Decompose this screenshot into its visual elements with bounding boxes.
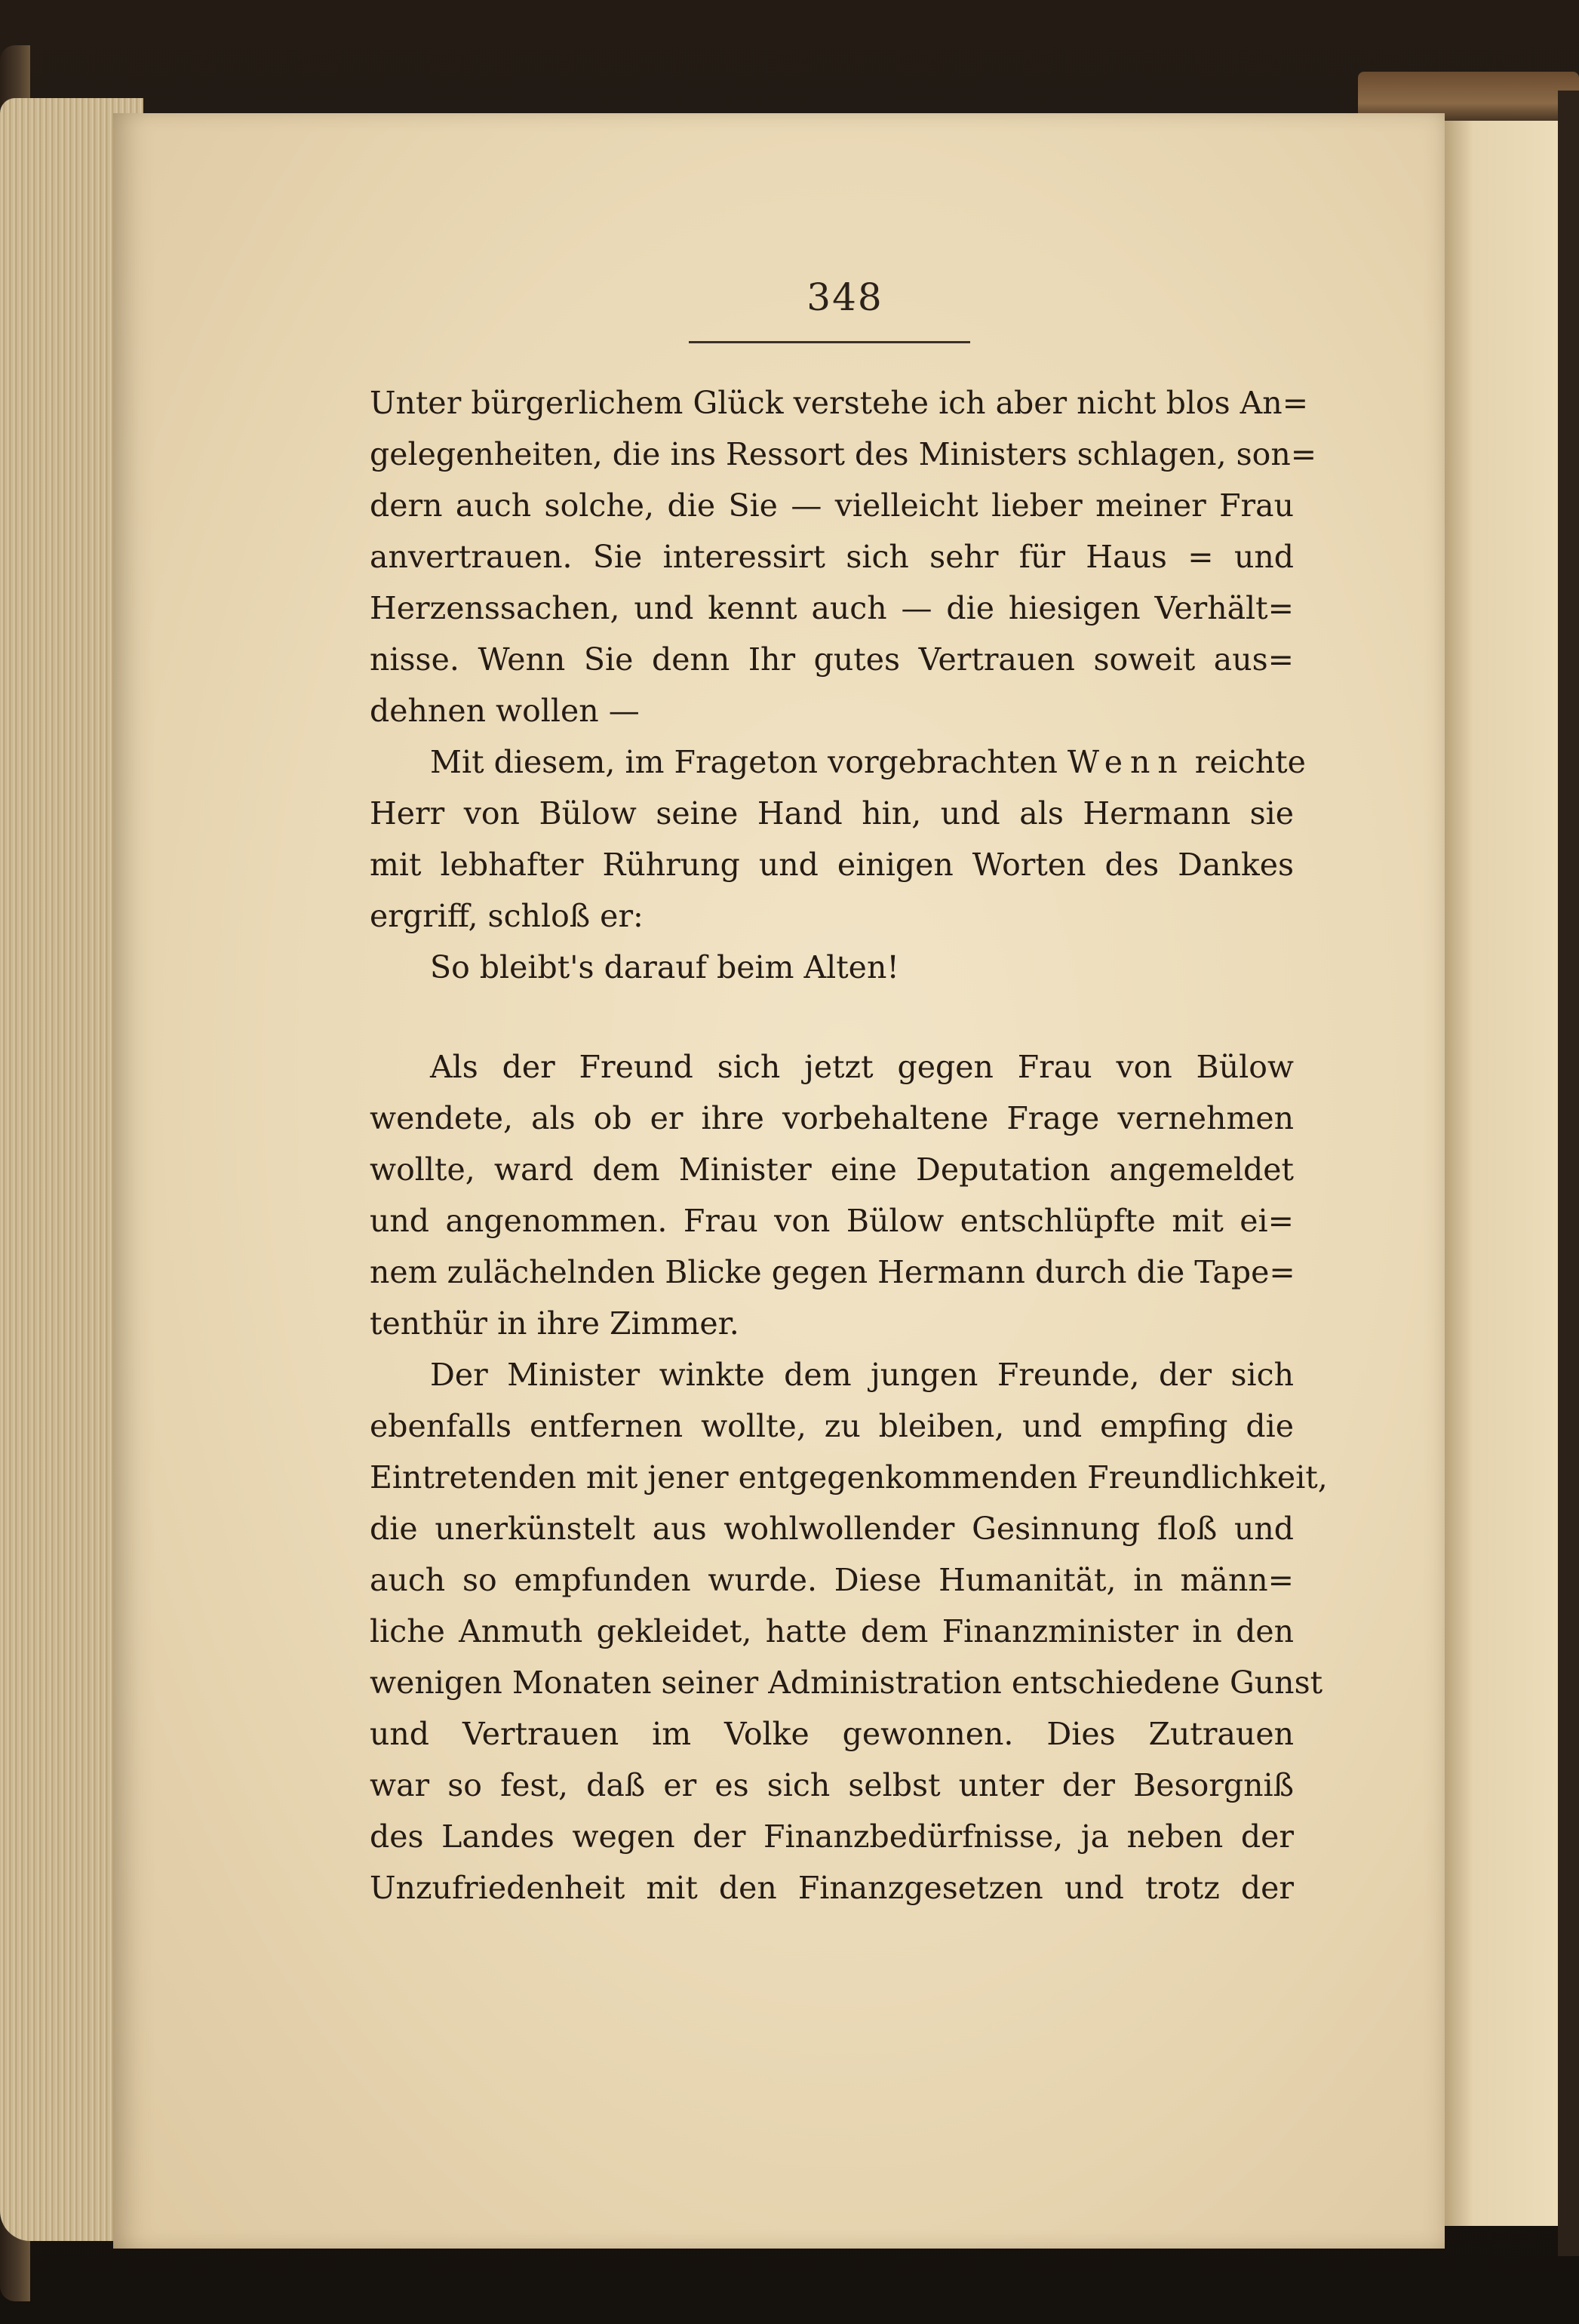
section-gap	[370, 993, 1294, 1041]
paragraph-2	[370, 736, 1306, 942]
text-line: Unter bürgerlichem Glück verstehe ich aber nicht blos An=	[370, 385, 1309, 421]
text-line: Als der Freund sich jetzt gegen Frau von Bülow	[430, 1049, 1294, 1085]
text-line: wollte, ward dem Minister eine Deputation angemeldet	[370, 1151, 1294, 1188]
spaced-emphasis: Wenn	[1067, 744, 1185, 780]
text-run: reichte	[1184, 744, 1306, 780]
text-line: wenigen Monaten seiner Administration entschiedene Gunst	[370, 1665, 1323, 1701]
text-line: dehnen wollen —	[370, 693, 640, 729]
text-line: nem zulächelnden Blicke gegen Hermann durch die Tape=	[370, 1254, 1295, 1290]
text-line: tenthür in ihre Zimmer.	[370, 1305, 739, 1342]
paragraph-4	[370, 1041, 1294, 1349]
text-line: liche Anmuth gekleidet, hatte dem Finanzminister in den	[370, 1613, 1294, 1649]
text-run: Mit diesem, im Frageton vorgebrachten	[430, 744, 1068, 780]
text-line: wendete, als ob er ihre vorbehaltene Frage vernehmen	[370, 1100, 1294, 1136]
text-line: Herzenssachen, und kennt auch — die hiesigen Verhält=	[370, 590, 1294, 626]
paragraph-1	[370, 377, 1317, 736]
paragraph-3	[370, 942, 1294, 993]
text-line: Eintretenden mit jener entgegenkommenden Freundlichkeit,	[370, 1459, 1328, 1496]
text-line: und angenommen. Frau von Bülow entschlüpfte mit ei=	[370, 1203, 1294, 1239]
facing-page	[1445, 121, 1558, 2226]
text-line: die unerkünstelt aus wohlwollender Gesinnung floß und	[370, 1511, 1294, 1547]
text-line	[370, 736, 1306, 788]
text-line: ebenfalls entfernen wollte, zu bleiben, und empfing die	[370, 1408, 1294, 1444]
text-line: des Landes wegen der Finanzbedürfnisse, ja neben der	[370, 1818, 1294, 1855]
text-line: Unzufriedenheit mit den Finanzgesetzen und trotz der	[370, 1870, 1294, 1906]
text-line: mit lebhafter Rührung und einigen Worten des Dankes	[370, 847, 1294, 883]
text-line: So bleibt's darauf beim Alten!	[430, 949, 899, 985]
page-number: 348	[806, 275, 883, 319]
text-line: war so fest, daß er es sich selbst unter der Besorgniß	[370, 1767, 1294, 1803]
text-line: und Vertrauen im Volke gewonnen. Dies Zutrauen	[370, 1716, 1294, 1752]
text-line: Herr von Bülow seine Hand hin, und als Hermann sie	[370, 795, 1294, 832]
text-line: gelegenheiten, die ins Ressort des Ministers schlagen, son=	[370, 436, 1317, 472]
text-line: Der Minister winkte dem jungen Freunde, der sich	[430, 1357, 1294, 1393]
book-cover-edge	[1558, 91, 1579, 2256]
text-line: dern auch solche, die Sie — vielleicht lieber meiner Frau	[370, 487, 1294, 524]
paragraph-5	[370, 1349, 1328, 1914]
text-line: auch so empfunden wurde. Diese Humanität, in männ=	[370, 1562, 1294, 1598]
body-text	[370, 377, 1328, 1914]
text-line: anvertrauen. Sie interessirt sich sehr für Haus = und	[370, 539, 1294, 575]
text-line: ergriff, schloß er:	[370, 898, 644, 934]
header-rule	[689, 341, 970, 343]
text-line: nisse. Wenn Sie denn Ihr gutes Vertrauen soweit aus=	[370, 641, 1294, 678]
